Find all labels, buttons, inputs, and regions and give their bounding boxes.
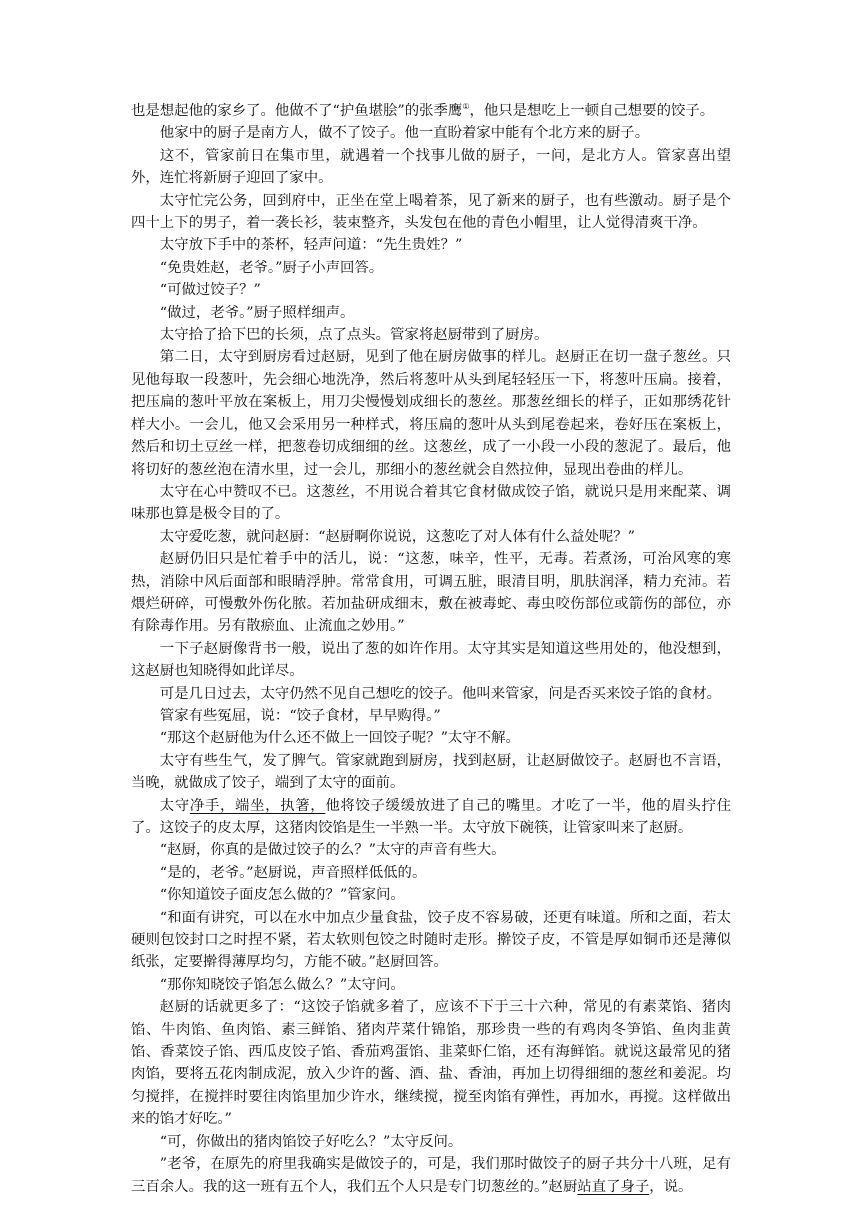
text-run: 太守拾了拾下巴的长须，点了点头。管家将赵厨带到了厨房。 <box>159 327 549 344</box>
text-run: “和面有讲究，可以在水中加点少量食盐，饺子皮不容易破，还更有味道。所和之面，若太硬则包饺封口之时捏不紧，若太软则包饺之时随时走形。擀饺子皮，不管是厚如铜币还是薄似纸张，定要擀得薄厚均匀，方能不破。”赵厨回答。 <box>131 909 731 971</box>
paragraph <box>131 548 731 638</box>
paragraph <box>131 234 731 256</box>
paragraph <box>131 346 731 480</box>
paragraph <box>131 324 731 346</box>
text-run: 太守在心中赞叹不已。这葱丝，不用说合着其它食材做成饺子馅，就说只是用来配菜、调味那也算是极令目的了。 <box>131 483 731 523</box>
paragraph <box>131 100 731 122</box>
paragraph <box>131 122 731 144</box>
text-run: 一下子赵厨像背书一般，说出了葱的如许作用。太守其实是知道这些用处的，他没想到，这赵厨也知晓得如此详尽。 <box>131 640 731 680</box>
paragraph <box>131 795 731 840</box>
text-run: “做过，老爷。”厨子照样细声。 <box>159 304 355 321</box>
text-run: ，他只是想吃上一顿自己想要的饺子。 <box>469 103 715 119</box>
paragraph <box>131 996 731 1130</box>
text-run: “可做过饺子？” <box>159 282 261 299</box>
paragraph <box>131 884 731 906</box>
text-run: “是的，老爷。”赵厨说，声音照样低低的。 <box>159 864 427 881</box>
paragraph <box>131 526 731 548</box>
text-run: 赵厨仍旧只是忙着手中的活儿，说：“这葱，味辛，性平，无毒。若煮汤，可治风寒的寒热，消除中风后面部和眼睛浮肿。常常食用，可调五脏，眼清目明，肌肤润泽，精力充沛。若煨烂研碎，可慢敷外伤化脓。若加盐研成细末，敷在被毒蛇、毒虫咬伤部位或箭伤的部位，亦有除毒作用。另有散瘀血、止流血之妙用。” <box>131 551 731 635</box>
paragraph <box>131 839 731 861</box>
paragraph <box>131 974 731 996</box>
paragraph <box>131 145 731 190</box>
text-run: 太守放下手中的茶杯，轻声问道：“先生贵姓？” <box>159 237 463 254</box>
text-run: 太守爱吃葱，就问赵厨：“赵厨啊你说说，这葱吃了对人体有什么益处呢？” <box>159 528 636 545</box>
underlined-text: 净手，端坐，执箸， <box>189 797 326 814</box>
story-body <box>131 100 731 1198</box>
paragraph <box>131 907 731 974</box>
text-run: 他将饺子缓缓放进了自己的嘴里。才吃了一半，他的眉头拧住了。这饺子的皮太厚，这猪肉饺馅是生一半熟一半。太守放下碗筷，让管家叫来了赵厨。 <box>131 797 731 836</box>
paragraph <box>131 190 731 235</box>
underlined-text: 站直了身子 <box>577 1178 650 1195</box>
paragraph <box>131 705 731 727</box>
text-run: 太守有些生气，发了脾气。管家就跑到厨房，找到赵厨，让赵厨做饺子。赵厨也不言语，当晚，就做成了饺子，端到了太守的面前。 <box>131 752 731 792</box>
text-run: 管家有些冤屈，说：“饺子食材，早早购得。” <box>159 707 441 724</box>
paragraph <box>131 302 731 324</box>
text-run: 也是想起他的家乡了。他做不了“护鱼堪脍”的张季鹰 <box>131 103 463 119</box>
paragraph <box>131 1153 731 1198</box>
text-run: “免贵姓赵，老爷。”厨子小声回答。 <box>159 259 384 276</box>
text-run: ，说。 <box>649 1178 693 1195</box>
text-run: “可，你做出的猪肉馅饺子好吃么？”太守反问。 <box>159 1133 463 1150</box>
paragraph <box>131 638 731 683</box>
text-run: “你知道饺子面皮怎么做的？”管家问。 <box>159 887 405 904</box>
footnote-marker: ① <box>462 102 470 112</box>
text-run: “赵厨，你真的是做过饺子的么？”太守的声音有些大。 <box>159 842 506 859</box>
text-run: 这不，管家前日在集市里，就遇着一个找事儿做的厨子，一问，是北方人。管家喜出望外，连忙将新厨子迎回了家中。 <box>131 147 731 187</box>
paragraph <box>131 279 731 301</box>
text-run: 赵厨的话就更多了：“这饺子馅就多着了，应该不下于三十六种，常见的有素菜馅、猪肉馅、牛肉馅、鱼肉馅、素三鲜馅、猪肉芹菜什锦馅，那珍贵一些的有鸡肉冬笋馅、鱼肉韭黄馅、香菜饺子馅、西瓜皮饺子馅、香茄鸡蛋馅、韭菜虾仁馅，还有海鲜馅。就说这最常见的猪肉馅，要将五花肉制成泥，放入少许的酱、酒、盐、香油，再加上切得细细的葱丝和姜泥。均匀搅拌，在搅拌时要往肉馅里加少许水，继续搅，搅至肉馅有弹性，再加水，再搅。这样做出来的馅才好吃。” <box>131 999 731 1128</box>
paragraph <box>131 727 731 749</box>
text-run: “那你知晓饺子馅怎么做么？”太守问。 <box>159 976 405 993</box>
text-run: 太守 <box>159 797 190 814</box>
paragraph <box>131 1131 731 1153</box>
text-run: 他家中的厨子是南方人，做不了饺子。他一直盼着家中能有个北方来的厨子。 <box>159 125 650 142</box>
text-run: 第二日，太守到厨房看过赵厨，见到了他在厨房做事的样儿。赵厨正在切一盘子葱丝。只见他每取一段葱叶，先会细心地洗净，然后将葱叶从头到尾轻轻压一下，将葱叶压扁。接着，把压扁的葱叶平放在案板上，用刀尖慢慢划成细长的葱丝。那葱丝细长的样子，正如那绣花针样大小。一会儿，他又会采用另一种样式，将压扁的葱叶从头到尾卷起来，卷好压在案板上，然后和切土豆丝一样，把葱卷切成细细的丝。这葱丝，成了一小段一小段的葱泥了。最后，他将切好的葱丝泡在清水里，过一会儿，那细小的葱丝就会自然拉伸，显现出卷曲的样儿。 <box>131 349 731 478</box>
paragraph <box>131 481 731 526</box>
paragraph <box>131 257 731 279</box>
paragraph <box>131 750 731 795</box>
paragraph <box>131 862 731 884</box>
text-run: “那这个赵厨他为什么还不做上一回饺子呢？”太守不解。 <box>159 730 520 747</box>
text-run: 可是几日过去，太守仍然不见自己想吃的饺子。他叫来管家，问是否买来饺子馅的食材。 <box>159 685 722 702</box>
text-run: ”老爷，在原先的府里我确实是做饺子的，可是，我们那时做饺子的厨子共分十八班，足有三百余人。我的这一班有五个人，我们五个人只是专门切葱丝的。”赵厨 <box>131 1156 731 1195</box>
paragraph <box>131 683 731 705</box>
text-run: 太守忙完公务，回到府中，正坐在堂上喝着茶，见了新来的厨子，也有些激动。厨子是个四十上下的男子，着一袭长衫，装束整齐，头发包在他的青色小帽里，让人觉得清爽干净。 <box>131 192 731 232</box>
